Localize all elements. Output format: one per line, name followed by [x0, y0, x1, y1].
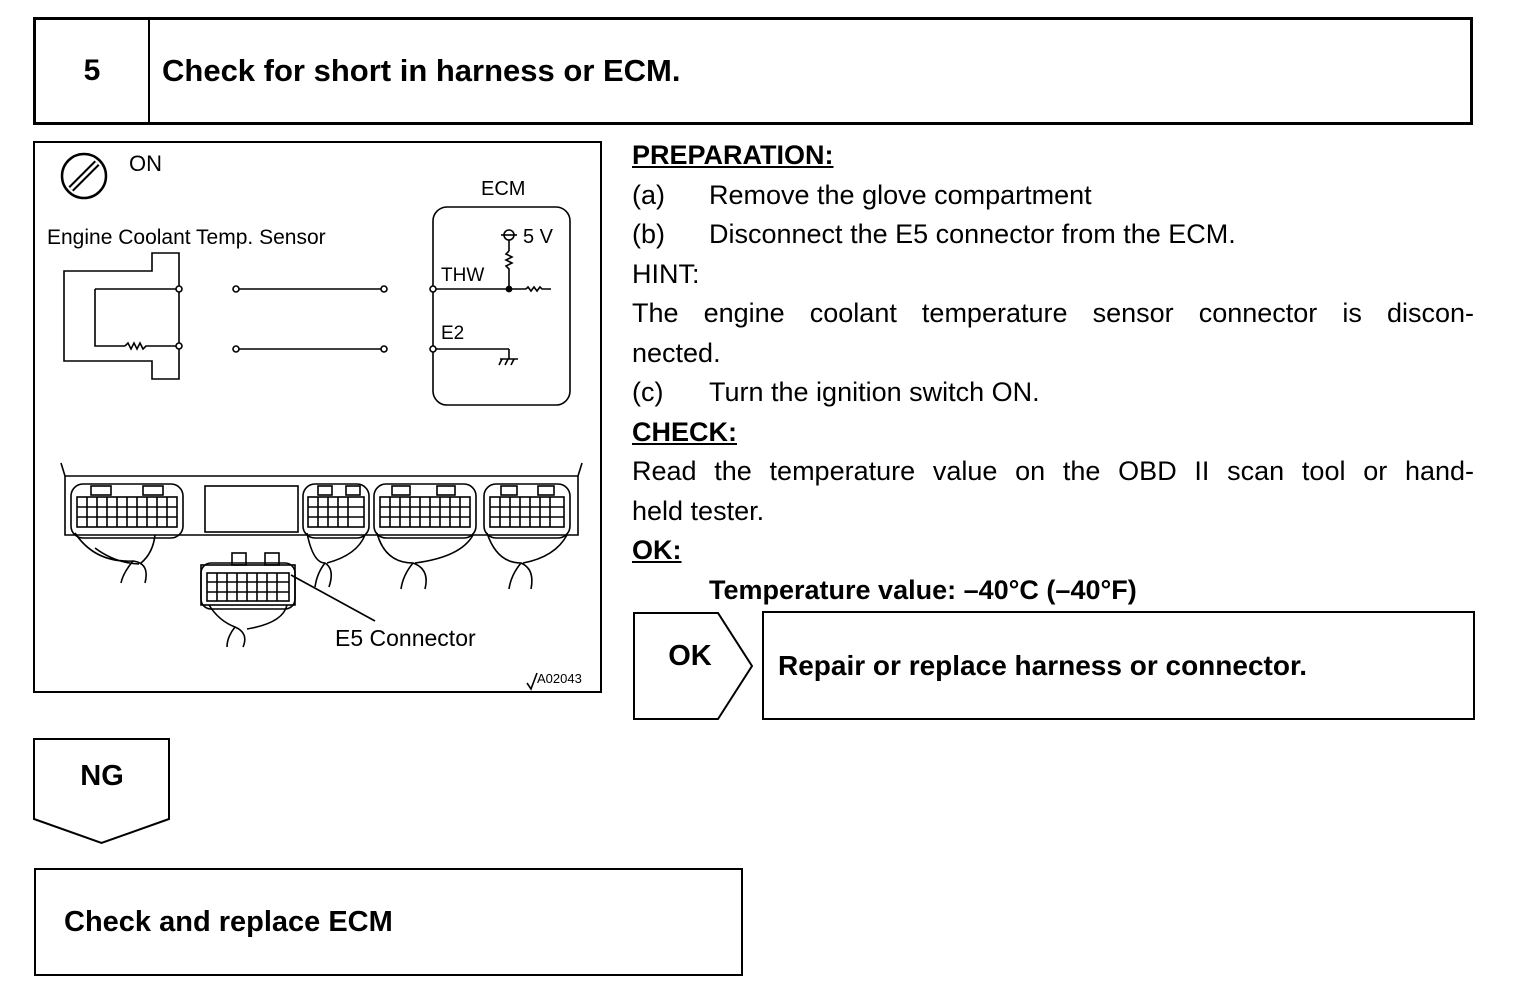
step-c-letter: (c) — [632, 377, 664, 407]
ok-action-box: Repair or replace harness or connector. — [762, 611, 1475, 720]
ignition-switch-icon — [62, 154, 106, 198]
instructions — [632, 136, 1474, 610]
switch-on-label: ON — [129, 151, 162, 176]
step-c — [632, 373, 1474, 413]
hint-heading: HINT: — [632, 258, 700, 289]
e2-terminal-label: E2 — [441, 323, 465, 344]
step-b-letter: (b) — [632, 219, 665, 249]
hint-text-line-1: The engine coolant temperature sensor connector is discon- — [632, 298, 1474, 328]
check-text-line-1: Read the temperature value on the OBD II scan tool or hand- — [632, 456, 1474, 486]
voltage-label: 5 V — [523, 226, 554, 248]
step-c-text: Turn the ignition switch ON. — [709, 377, 1040, 407]
resistor-icon — [125, 343, 179, 349]
ng-action-box: Check and replace ECM — [34, 868, 743, 976]
check-heading: CHECK: — [632, 416, 737, 447]
wiring-diagram-figure — [33, 141, 602, 693]
step-b — [632, 215, 1474, 255]
ok-branch-label: OK — [668, 640, 712, 672]
preparation-heading: PREPARATION: — [632, 140, 834, 170]
sensor-label: Engine Coolant Temp. Sensor — [47, 226, 326, 249]
step-a-text: Remove the glove compartment — [709, 179, 1092, 210]
ok-heading: OK: — [632, 535, 682, 565]
ng-branch-label: NG — [80, 760, 124, 792]
figure-id: A02043 — [537, 671, 582, 686]
wiring-diagram — [35, 143, 600, 691]
e5-connector-label: E5 Connector — [335, 625, 476, 651]
ecm-label: ECM — [481, 178, 526, 200]
check-text-line-2: held tester. — [632, 495, 765, 526]
ok-specification: Temperature value: –40°C (–40°F) — [709, 574, 1137, 605]
ground-icon — [499, 349, 518, 365]
step-title: Check for short in harness or ECM. — [162, 53, 681, 88]
hint-text-line-2: nected. — [632, 337, 721, 368]
step-a — [632, 176, 1474, 216]
step-b-text: Disconnect the E5 connector from the ECM. — [709, 219, 1236, 249]
step-a-letter: (a) — [632, 179, 665, 210]
step-header — [33, 17, 1473, 125]
step-number: 5 — [36, 20, 150, 122]
thw-terminal-label: THW — [441, 265, 485, 286]
